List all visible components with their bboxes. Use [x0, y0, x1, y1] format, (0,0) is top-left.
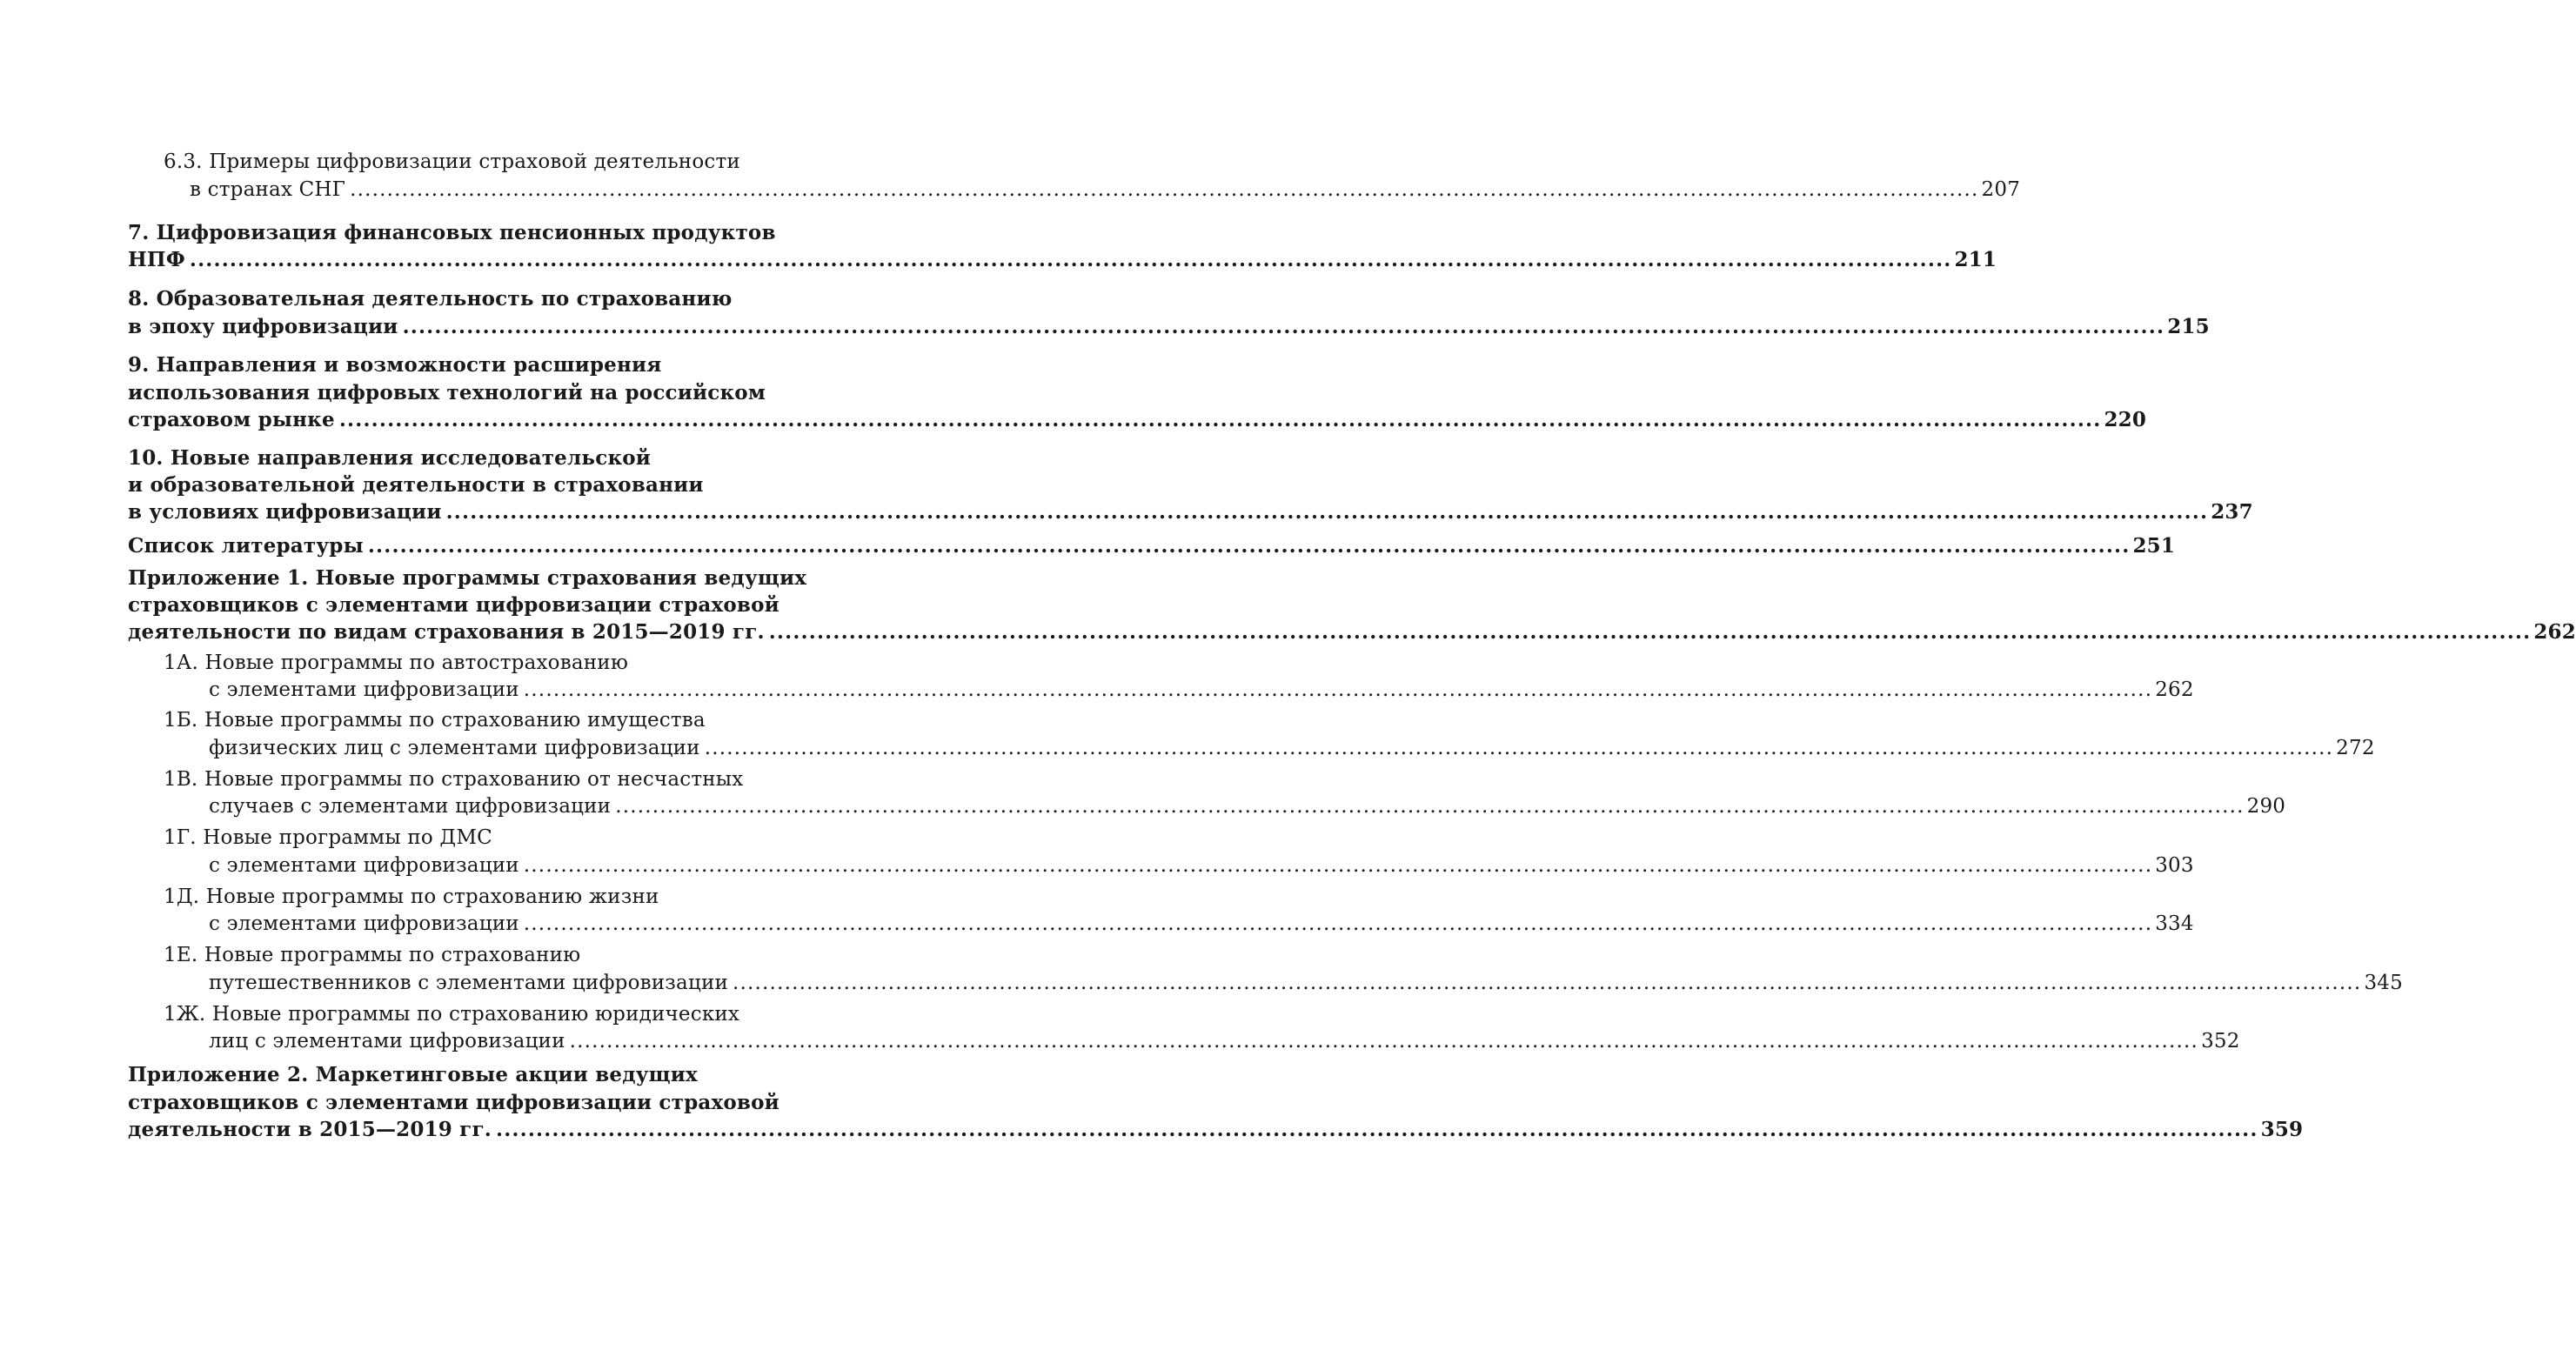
toc-entry-last-line: [128, 246, 1997, 273]
toc-entry-title: страховщиков с элементами цифровизации страховой: [128, 1091, 779, 1114]
toc-entry-title-end: физических лиц с элементами цифровизации: [209, 737, 700, 759]
dot-leader: ............................................................................................................................................................................................................................: [338, 408, 2102, 431]
toc-entry-last-line: [128, 406, 2147, 433]
page-number: 237: [2211, 500, 2253, 524]
toc-entry-title-end: случаев с элементами цифровизации: [209, 795, 612, 818]
toc-entry-last-line: [209, 970, 2403, 997]
page-number: 211: [1954, 248, 1997, 271]
dot-leader: ............................................................................................................................................................................................................................: [569, 1030, 2199, 1053]
toc-entry-last-line: [128, 498, 2253, 525]
toc-entry-title: 1Ж. Новые программы по страхованию юридических: [164, 1003, 740, 1026]
toc-entry-title-end: деятельности в 2015—2019 гг.: [128, 1118, 492, 1141]
dot-leader: ............................................................................................................................................................................................................................: [445, 500, 2209, 524]
dot-leader: ............................................................................................................................................................................................................................: [523, 854, 2153, 877]
toc-entry-title-end: путешественников с элементами цифровизации: [209, 972, 728, 994]
dot-leader: ............................................................................................................................................................................................................................: [704, 737, 2334, 759]
toc-entry-title-end: с элементами цифровизации: [209, 854, 519, 877]
toc-entry-last-line: [128, 313, 2210, 340]
toc-entry-title: Приложение 1. Новые программы страхования ведущих: [128, 566, 807, 590]
toc-entry-title-end: с элементами цифровизации: [209, 678, 519, 701]
dot-leader: ............................................................................................................................................................................................................................: [367, 534, 2131, 558]
toc-entry-title: 6.3. Примеры цифровизации страховой деятельности: [164, 150, 740, 173]
toc-entry-title-end: деятельности по видам страхования в 2015—2019 гг.: [128, 620, 765, 644]
toc-entry-title-end: с элементами цифровизации: [209, 912, 519, 935]
page-number: 207: [1981, 178, 2021, 201]
toc-entry-last-line: [209, 793, 2286, 820]
toc-entry-title: 1Е. Новые программы по страхованию: [164, 944, 581, 966]
toc-entry-title: 1Б. Новые программы по страхованию имущества: [164, 709, 706, 732]
toc-entry-title: 1В. Новые программы по страхованию от несчастных: [164, 768, 744, 791]
toc-entry-last-line: [128, 618, 2576, 645]
toc-entry-title: 7. Цифровизация финансовых пенсионных продуктов: [128, 221, 776, 244]
toc-entry-title: страховщиков с элементами цифровизации страховой: [128, 593, 779, 617]
page-number: 303: [2155, 854, 2194, 877]
toc-entry-title: 1Д. Новые программы по страхованию жизни: [164, 885, 659, 908]
toc-entry-title-end: в странах СНГ: [190, 178, 346, 201]
page-number: 359: [2260, 1118, 2304, 1141]
toc-entry-title: 9. Направления и возможности расширения: [128, 353, 662, 377]
dot-leader: ............................................................................................................................................................................................................................: [768, 620, 2532, 644]
dot-leader: ............................................................................................................................................................................................................................: [189, 248, 1952, 271]
page-number: 334: [2155, 912, 2194, 935]
toc-entry-last-line: [209, 911, 2194, 938]
toc-entry-title-end: НПФ: [128, 248, 185, 271]
page-number: 215: [2167, 315, 2210, 338]
page-number: 272: [2336, 737, 2375, 759]
toc-entry-title-end: Список литературы: [128, 534, 364, 558]
toc-entry-last-line: [209, 852, 2194, 879]
page-number: 262: [2533, 620, 2576, 644]
toc-entry-last-line: [209, 735, 2375, 762]
dot-leader: ............................................................................................................................................................................................................................: [523, 912, 2153, 935]
toc-entry-last-line: [128, 532, 2176, 559]
toc-entry-title-end: в эпоху цифровизации: [128, 315, 398, 338]
toc-entry-title: Приложение 2. Маркетинговые акции ведущих: [128, 1063, 698, 1086]
toc-entry-title: 8. Образовательная деятельность по страхованию: [128, 287, 733, 311]
page-number: 345: [2364, 972, 2403, 994]
toc-entry-last-line: [209, 1028, 2240, 1055]
toc-entry-last-line: [209, 677, 2194, 704]
dot-leader: ............................................................................................................................................................................................................................: [402, 315, 2165, 338]
page-number: 290: [2246, 795, 2286, 818]
page-number: 262: [2155, 678, 2194, 701]
page-number: 220: [2104, 408, 2147, 431]
toc-entry-last-line: [128, 1116, 2304, 1143]
dot-leader: ............................................................................................................................................................................................................................: [733, 972, 2362, 994]
dot-leader: ............................................................................................................................................................................................................................: [350, 178, 1979, 201]
toc-entry-title: 1А. Новые программы по автострахованию: [164, 652, 629, 674]
dot-leader: ............................................................................................................................................................................................................................: [523, 678, 2153, 701]
dot-leader: ............................................................................................................................................................................................................................: [495, 1118, 2258, 1141]
toc-entry-title: 1Г. Новые программы по ДМС: [164, 826, 492, 849]
toc-entry-title-end: лиц с элементами цифровизации: [209, 1030, 565, 1053]
toc-entry-title-end: страховом рынке: [128, 408, 335, 431]
toc-entry-title: использования цифровых технологий на российском: [128, 381, 766, 404]
toc-entry-title: и образовательной деятельности в страховании: [128, 473, 704, 497]
toc-entry-last-line: [190, 177, 2021, 204]
dot-leader: ............................................................................................................................................................................................................................: [615, 795, 2245, 818]
page-number: 251: [2132, 534, 2176, 558]
page-number: 352: [2201, 1030, 2240, 1053]
toc-entry-title: 10. Новые направления исследовательской: [128, 446, 652, 470]
toc-entry-title-end: в условиях цифровизации: [128, 500, 442, 524]
